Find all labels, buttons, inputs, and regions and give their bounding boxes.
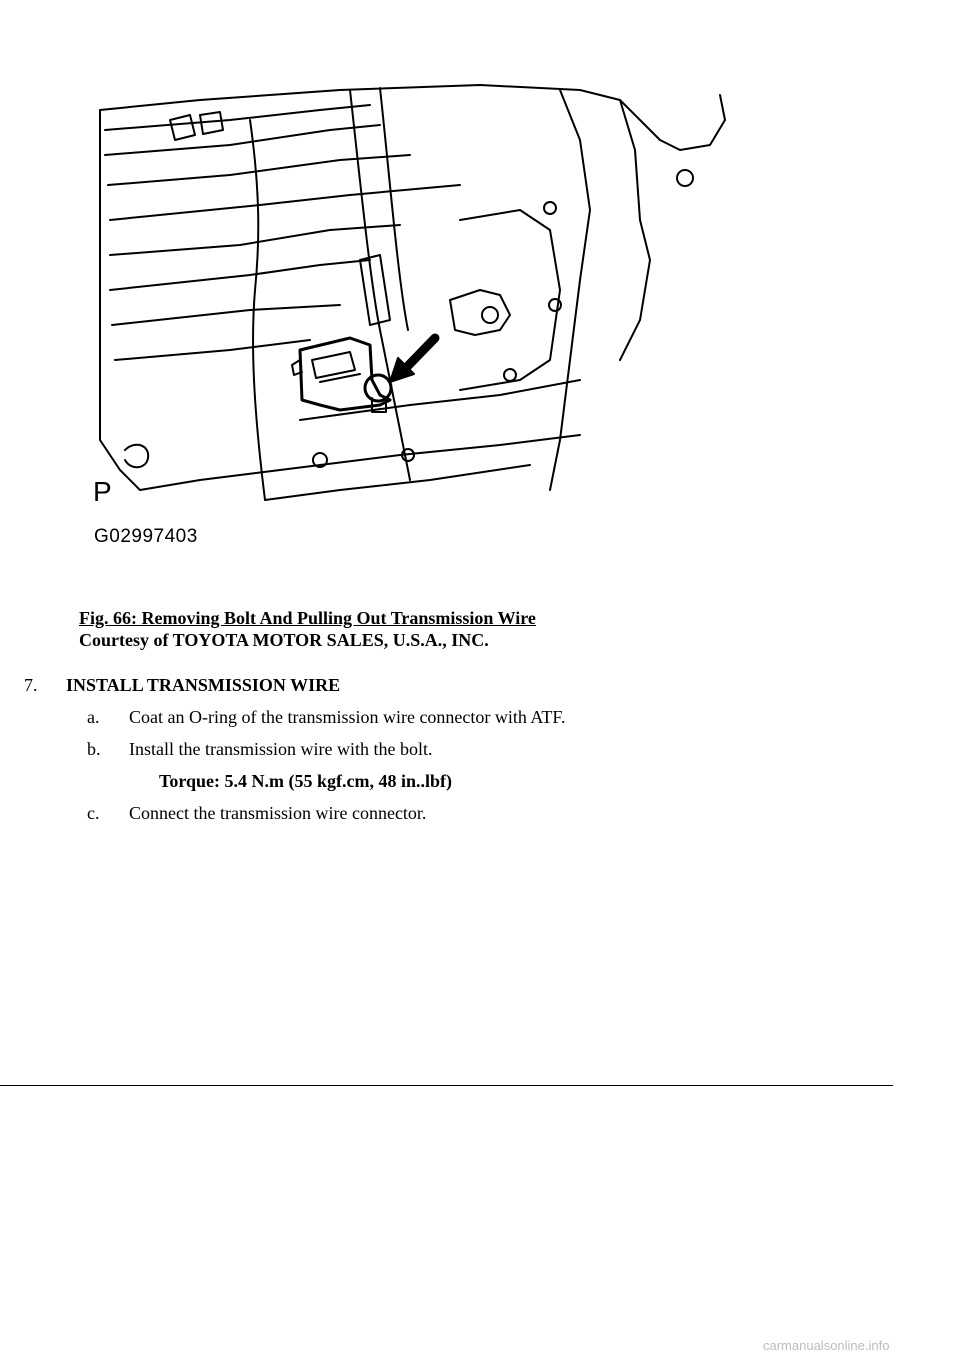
footer-watermark: carmanualsonline.info (763, 1338, 890, 1353)
transmission-illustration (80, 60, 760, 560)
substep-letter: a. (87, 707, 100, 727)
substep-b (87, 738, 432, 760)
figure-title: Fig. 66: Removing Bolt And Pulling Out Transmission Wire (79, 608, 536, 628)
page-divider (0, 1085, 893, 1086)
substep-text: Install the transmission wire with the bolt. (129, 739, 433, 759)
figure-caption (79, 607, 536, 651)
torque-spec: Torque: 5.4 N.m (55 kgf.cm, 48 in..lbf) (159, 771, 453, 791)
figure-view-letter: P (93, 476, 112, 507)
figure-credit: Courtesy of TOYOTA MOTOR SALES, U.S.A., INC. (79, 630, 489, 650)
substep-letter: c. (87, 803, 100, 823)
step-heading (24, 674, 340, 696)
substep-letter: b. (87, 739, 101, 759)
step-title: INSTALL TRANSMISSION WIRE (66, 675, 341, 695)
substep-a (87, 706, 565, 728)
substep-c (87, 802, 426, 824)
figure-code: G02997403 (94, 526, 198, 547)
substep-text: Coat an O-ring of the transmission wire connector with ATF. (129, 707, 566, 727)
substep-text: Connect the transmission wire connector. (129, 803, 427, 823)
step-number: 7. (24, 675, 38, 695)
